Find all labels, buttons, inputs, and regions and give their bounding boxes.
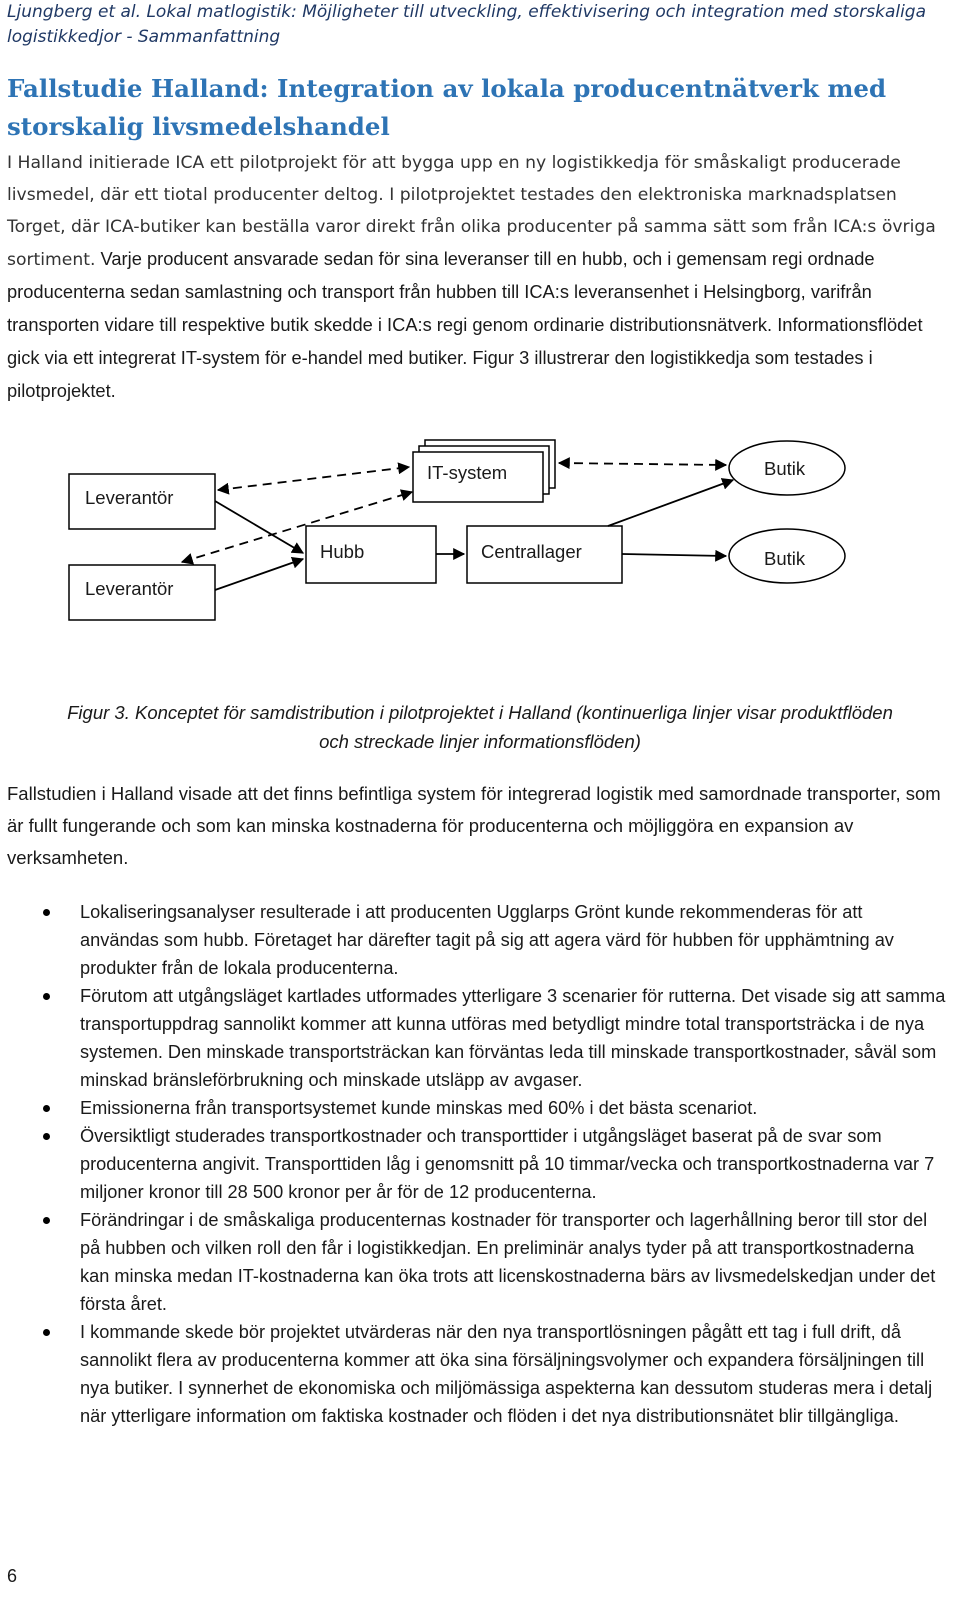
intro-paragraph-part1: I Halland initierade ICA ett pilotprojekt för att bygga upp en ny logistikkedja för småskaligt producerade livsmedel, där ett tiotal producenter deltog. I pilotprojektet testades den elektroniska marknadsplatsen Torget, där ICA-butiker kan beställa varor direkt från olika producenter på samma sätt som från ICA:s övriga sortiment.	[7, 153, 936, 270]
list-item	[0, 1094, 960, 1122]
product-flow-supplier1-hub	[215, 501, 303, 553]
bullet-icon	[43, 1329, 50, 1336]
list-item	[0, 982, 960, 1094]
node-central-warehouse-label: Centrallager	[481, 541, 582, 562]
findings-summary: Fallstudien i Halland visade att det finns befintliga system för integrerad logistik med samordnade transporter, som är fullt fungerande och som kan minska kostnaderna för producenterna och möjliggöra en expansion av verksamheten.	[7, 783, 941, 868]
node-store-1	[729, 441, 845, 495]
product-flow-warehouse-store2	[622, 554, 726, 556]
bullet-icon	[43, 909, 50, 916]
logistics-chain-diagram	[0, 425, 960, 695]
node-hub-label: Hubb	[320, 541, 365, 562]
list-item-text: Emissionerna från transportsystemet kunde minskas med 60% i det bästa scenariot.	[80, 1098, 758, 1118]
node-supplier-2	[69, 565, 215, 620]
list-item	[0, 898, 960, 982]
section-heading: Fallstudie Halland: Integration av lokala producentnätverk med storskalig livsmedelshandel	[7, 74, 887, 141]
list-item	[0, 1122, 960, 1206]
bullet-icon	[43, 1217, 50, 1224]
list-item	[0, 1206, 960, 1318]
product-flow-supplier2-hub	[215, 559, 303, 590]
intro-paragraph-part2: Varje producent ansvarade sedan för sina leveranser till en hubb, och i gemensam regi ordnade producenterna sedan samlastning och transport från hubben till ICA:s leveransenhet i Helsingborg, varifrån transporten vidare till respektive butik skedde i ICA:s regi genom ordinarie distributionsnätverk. Informationsflödet gick via ett integrerat IT-system för e-handel med butiker. Figur 3 illustrerar den logistikkedja som testades i pilotprojektet.	[7, 248, 923, 401]
node-store-1-label: Butik	[764, 458, 806, 479]
node-store-2-label: Butik	[764, 548, 806, 569]
findings-list	[0, 898, 960, 1430]
node-supplier-1-label: Leverantör	[85, 487, 174, 508]
intro-paragraph	[7, 147, 955, 408]
node-supplier-2-label: Leverantör	[85, 578, 174, 599]
node-hub	[306, 526, 436, 583]
node-it-system-label: IT-system	[427, 462, 508, 483]
figure-caption-text: Konceptet för samdistribution i pilotprojektet i Halland (kontinuerliga linjer visar produktflöden och streckade linjer informationsflöden)	[129, 702, 893, 752]
figure-caption	[60, 698, 900, 756]
list-item-text: Förändringar i de småskaliga producenternas kostnader för transporter och lagerhållning beror till stor del på hubben och vilken roll den får i logistikkedjan. En preliminär analys tyder på att transportkostnaderna kan minska medan IT-kostnaderna kan öka trots att licenskostnaderna bärs av livsmedelskedjan under det första året.	[80, 1210, 936, 1314]
list-item-text: I kommande skede bör projektet utvärderas när den nya transportlösningen pågått ett tag i full drift, då sannolikt flera av producenterna kommer att öka sina försäljningsvolymer och expandera försäljningen till nya butiker. I synnerhet de ekonomiska och miljömässiga aspekterna kan dessutom studeras mera i detalj när ytterligare information om faktiska kostnader och flöden i det nya distributionsnätet blir tillgängliga.	[80, 1322, 933, 1426]
bullet-icon	[43, 1133, 50, 1140]
bullet-icon	[43, 993, 50, 1000]
node-it-system	[413, 440, 555, 502]
running-header: Ljungberg et al. Lokal matlogistik: Möjligheter till utveckling, effektivisering och integration med storskaliga logistikkedjor - Sammanfattning	[7, 2, 927, 47]
product-flow-warehouse-store1	[608, 480, 733, 526]
node-supplier-1	[69, 474, 215, 529]
page-number: 6	[7, 1566, 18, 1586]
list-item-text: Översiktligt studerades transportkostnader och transporttider i utgångsläget baserat på de svar som producenterna angivit. Transporttiden låg i genomsnitt på 10 timmar/vecka och transportkostnaderna var 7 miljoner kronor till 28 500 kronor per år för de 12 producenterna.	[80, 1126, 935, 1202]
node-store-2	[729, 529, 845, 583]
figure-caption-label: Figur 3.	[67, 702, 130, 723]
info-flow-supplier1-it	[218, 467, 409, 490]
node-central-warehouse	[467, 526, 622, 583]
bullet-icon	[43, 1105, 50, 1112]
list-item-text: Lokaliseringsanalyser resulterade i att producenten Ugglarps Grönt kunde rekommenderas för att användas som hubb. Företaget har därefter tagit på sig att agera värd för hubben för upphämtning av produkter från de lokala producenterna.	[80, 902, 894, 978]
list-item	[0, 1318, 960, 1430]
info-flow-it-store1	[559, 463, 726, 465]
list-item-text: Förutom att utgångsläget kartlades utformades ytterligare 3 scenarier för rutterna. Det visade sig att samma transportuppdrag sannolikt kommer att kunna utföras med betydligt mindre total transportsträcka i de nya systemen. Den minskade transportsträckan kan förväntas leda till minskade transportkostnader, såväl som minskad bränsleförbrukning och minskade utsläpp av avgaser.	[80, 986, 946, 1090]
